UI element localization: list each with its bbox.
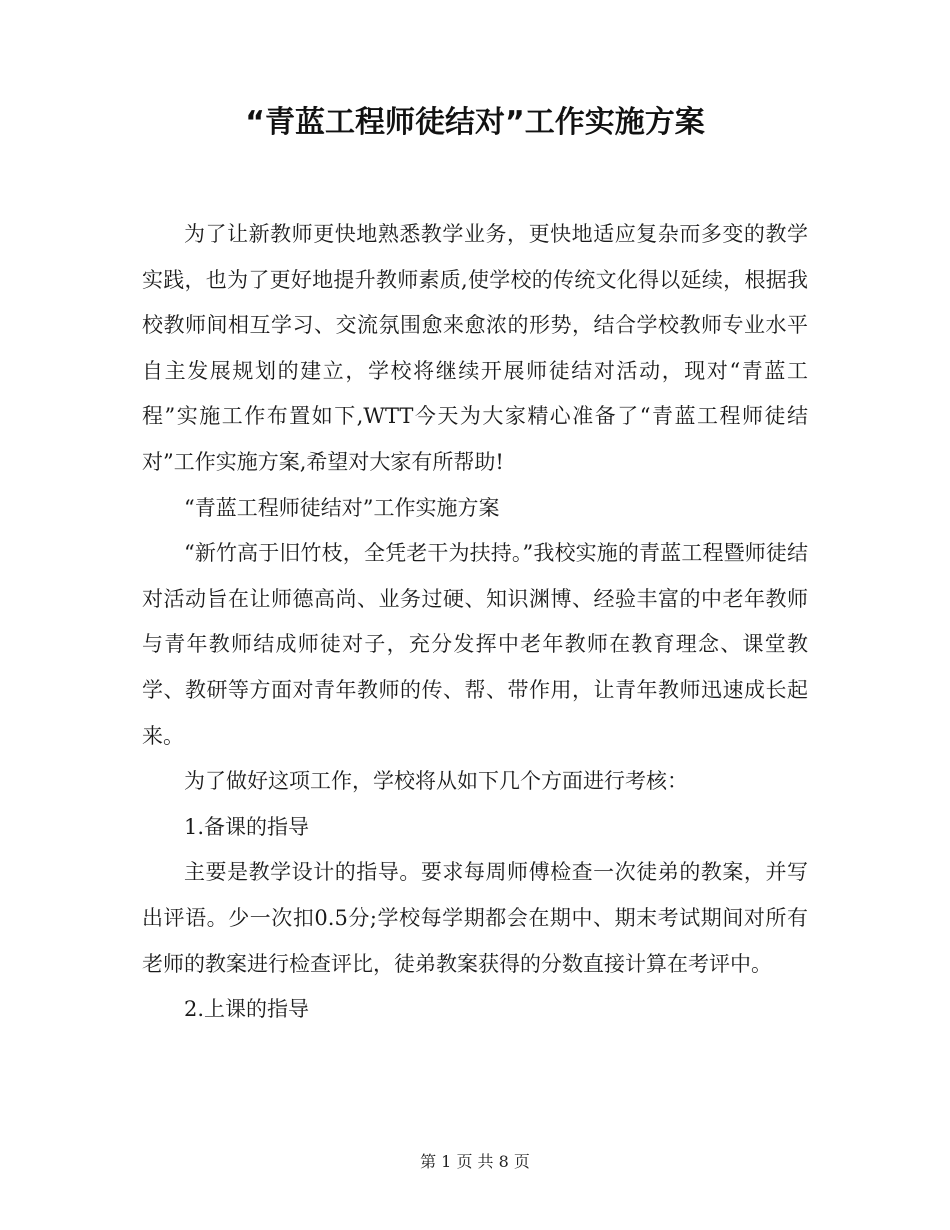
page-title: “青蓝工程师徒结对”工作实施方案 bbox=[245, 105, 705, 140]
paragraph-lesson-prep: 主要是教学设计的指导。要求每周师傅检查一次徒弟的教案，并写出评语。少一次扣0.5分;学校每学期都会在期中、期末考试期间对所有老师的教案进行检查评比，徒弟教案获得的分数直接计算在考评中。 bbox=[142, 860, 808, 976]
paragraph-assessment-intro: 为了做好这项工作，学校将从如下几个方面进行考核： bbox=[184, 769, 688, 794]
paragraph-subtitle: “青蓝工程师徒结对”工作实施方案 bbox=[184, 495, 500, 520]
paragraph-quote: “新竹高于旧竹枝，全凭老干为扶持。”我校实施的青蓝工程暨师徒结对活动旨在让师德高尚、业务过硬、知识渊博、经验丰富的中老年教师与青年教师结成师徒对子，充分发挥中老年教师在教育理念、课堂教学、教研等方面对青年教师的传、帮、带作用，让青年教师迅速成长起来。 bbox=[142, 541, 808, 748]
document-body bbox=[142, 212, 808, 1033]
page-footer: 第 1 页 共 8 页 bbox=[420, 1152, 530, 1171]
section-heading-teaching: 2.上课的指导 bbox=[184, 997, 310, 1022]
section-heading-lesson-prep: 1.备课的指导 bbox=[184, 814, 310, 839]
paragraph-intro: 为了让新教师更快地熟悉教学业务，更快地适应复杂而多变的教学实践，也为了更好地提升教师素质,使学校的传统文化得以延续，根据我校教师间相互学习、交流氛围愈来愈浓的形势，结合学校教师专业水平自主发展规划的建立，学校将继续开展师徒结对活动，现对“青蓝工程”实施工作布置如下,WTT今天为大家精心准备了“青蓝工程师徒结对”工作实施方案,希望对大家有所帮助! bbox=[142, 222, 808, 474]
